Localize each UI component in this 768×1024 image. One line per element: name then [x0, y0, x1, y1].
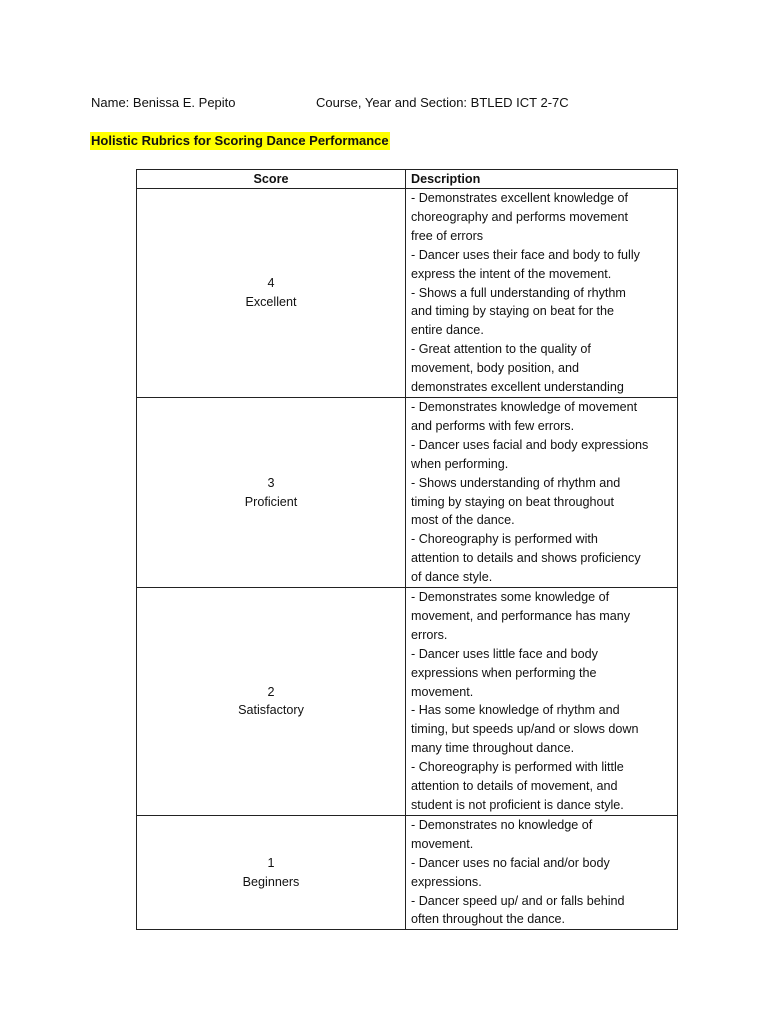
- description-line: express the intent of the movement.: [411, 266, 612, 281]
- column-header-score: Score: [137, 170, 406, 189]
- description-line: - Demonstrates no knowledge of: [411, 817, 593, 832]
- description-line: most of the dance.: [411, 513, 515, 528]
- score-value: 3: [267, 475, 275, 490]
- description-line: student is not proficient is dance style.: [411, 798, 624, 812]
- description-line: - Demonstrates some knowledge of: [411, 590, 610, 605]
- description-line: movement, body position, and: [411, 361, 580, 376]
- description-line: of dance style.: [411, 570, 493, 585]
- description-line: and performs with few errors.: [411, 418, 575, 433]
- score-cell: [137, 397, 406, 587]
- rubric-title: Holistic Rubrics for Scoring Dance Performance: [91, 133, 389, 148]
- score-cell: [137, 588, 406, 816]
- description-line: - Demonstrates knowledge of movement: [411, 399, 638, 414]
- table-row: [137, 588, 678, 816]
- description-line: timing, but speeds up/and or slows down: [411, 722, 639, 737]
- description-line: - Demonstrates excellent knowledge of: [411, 191, 629, 205]
- description-line: and timing by staying on beat for the: [411, 304, 615, 319]
- score-label: Satisfactory: [238, 703, 304, 718]
- description-cell: [406, 189, 678, 398]
- description-line: movement.: [411, 836, 474, 851]
- description-line: expressions.: [411, 874, 482, 889]
- score-cell: [137, 189, 406, 398]
- description-cell: [406, 588, 678, 816]
- description-line: - Shows a full understanding of rhythm: [411, 285, 626, 300]
- description-cell: [406, 815, 678, 929]
- description-line: entire dance.: [411, 323, 484, 338]
- score-value: 2: [267, 684, 275, 699]
- description-line: - Shows understanding of rhythm and: [411, 475, 621, 490]
- table-row: [137, 397, 678, 587]
- description-line: - Dancer uses no facial and/or body: [411, 855, 610, 870]
- description-line: - Dancer uses their face and body to fully: [411, 247, 640, 262]
- table-row: [137, 189, 678, 398]
- description-cell: [406, 397, 678, 587]
- description-line: movement.: [411, 684, 474, 699]
- score-cell: [137, 815, 406, 929]
- description-line: demonstrates excellent understanding: [411, 380, 624, 395]
- table-row: [137, 815, 678, 929]
- description-line: many time throughout dance.: [411, 741, 575, 756]
- student-name: Name: Benissa E. Pepito: [91, 95, 236, 110]
- score-label: Beginners: [242, 874, 300, 889]
- description-line: often throughout the dance.: [411, 912, 566, 927]
- description-line: - Choreography is performed with: [411, 532, 598, 547]
- description-line: - Great attention to the quality of: [411, 342, 591, 357]
- description-line: - Dancer uses little face and body: [411, 646, 598, 661]
- description-line: free of errors: [411, 228, 484, 243]
- score-value: 4: [267, 276, 275, 291]
- course-year-section: Course, Year and Section: BTLED ICT 2-7C: [316, 95, 569, 110]
- table-header-row: [137, 170, 678, 189]
- description-line: expressions when performing the: [411, 665, 597, 680]
- description-line: errors.: [411, 627, 448, 642]
- description-line: - Dancer speed up/ and or falls behind: [411, 893, 625, 908]
- description-line: timing by staying on beat throughout: [411, 494, 615, 509]
- description-line: when performing.: [411, 456, 509, 471]
- description-line: attention to details of movement, and: [411, 779, 618, 794]
- description-line: attention to details and shows proficiency: [411, 551, 641, 566]
- description-line: choreography and performs movement: [411, 209, 629, 224]
- description-line: - Has some knowledge of rhythm and: [411, 703, 620, 718]
- score-label: Excellent: [245, 294, 297, 309]
- score-label: Proficient: [244, 494, 298, 509]
- description-line: movement, and performance has many: [411, 608, 631, 623]
- score-value: 1: [267, 855, 275, 870]
- description-line: - Choreography is performed with little: [411, 760, 624, 775]
- column-header-description: Description: [406, 170, 678, 189]
- description-line: - Dancer uses facial and body expressions: [411, 437, 649, 452]
- rubric-table: [136, 169, 678, 930]
